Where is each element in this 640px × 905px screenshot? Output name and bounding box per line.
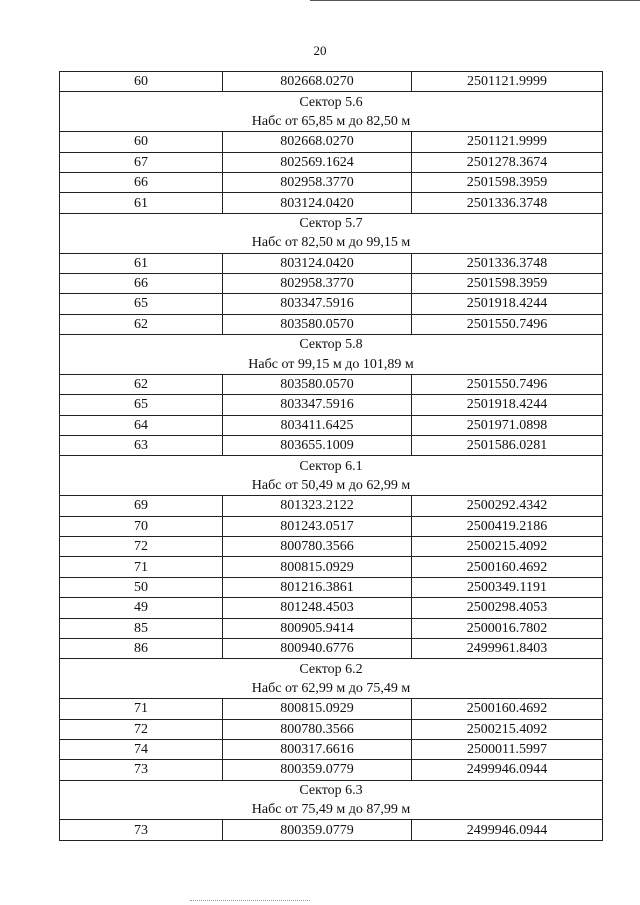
table-row xyxy=(60,172,603,192)
x-coordinate-cell: 803124.0420 xyxy=(223,193,412,213)
y-coordinate-cell: 2500016.7802 xyxy=(412,618,603,638)
y-coordinate-cell: 2501550.7496 xyxy=(412,314,603,334)
table-row xyxy=(60,496,603,516)
sector-height-range-row xyxy=(60,112,603,132)
table-row xyxy=(60,294,603,314)
point-cell: 66 xyxy=(60,172,223,192)
x-coordinate-cell: 800780.3566 xyxy=(223,536,412,556)
table-row xyxy=(60,516,603,536)
point-cell: 85 xyxy=(60,618,223,638)
sector-height-range: Набс от 50,49 м до 62,99 м xyxy=(60,476,603,496)
page-number: 20 xyxy=(313,43,327,58)
table-row xyxy=(60,577,603,597)
sector-title: Сектор 6.2 xyxy=(60,659,603,679)
point-cell: 65 xyxy=(60,395,223,415)
point-cell: 71 xyxy=(60,699,223,719)
y-coordinate-cell: 2501336.3748 xyxy=(412,193,603,213)
y-coordinate-cell: 2501550.7496 xyxy=(412,374,603,394)
x-coordinate-cell: 802958.3770 xyxy=(223,172,412,192)
y-coordinate-cell: 2500419.2186 xyxy=(412,516,603,536)
scan-top-edge xyxy=(310,0,640,1)
point-cell: 72 xyxy=(60,536,223,556)
point-cell: 64 xyxy=(60,415,223,435)
point-cell: 60 xyxy=(60,72,223,92)
y-coordinate-cell: 2500215.4092 xyxy=(412,536,603,556)
x-coordinate-cell: 803580.0570 xyxy=(223,314,412,334)
point-cell: 49 xyxy=(60,598,223,618)
x-coordinate-cell: 800359.0779 xyxy=(223,760,412,780)
y-coordinate-cell: 2500215.4092 xyxy=(412,719,603,739)
point-cell: 73 xyxy=(60,760,223,780)
x-coordinate-cell: 800905.9414 xyxy=(223,618,412,638)
point-cell: 69 xyxy=(60,496,223,516)
y-coordinate-cell: 2501598.3959 xyxy=(412,273,603,293)
y-coordinate-cell: 2501121.9999 xyxy=(412,72,603,92)
point-cell: 50 xyxy=(60,577,223,597)
x-coordinate-cell: 803411.6425 xyxy=(223,415,412,435)
sector-title: Сектор 5.6 xyxy=(60,92,603,112)
sector-height-range: Набс от 65,85 м до 82,50 м xyxy=(60,112,603,132)
table-row xyxy=(60,314,603,334)
table-row xyxy=(60,273,603,293)
sector-height-range: Набс от 82,50 м до 99,15 м xyxy=(60,233,603,253)
sector-height-range-row xyxy=(60,476,603,496)
x-coordinate-cell: 800317.6616 xyxy=(223,739,412,759)
x-coordinate-cell: 803655.1009 xyxy=(223,436,412,456)
point-cell: 61 xyxy=(60,193,223,213)
point-cell: 60 xyxy=(60,132,223,152)
y-coordinate-cell: 2501278.3674 xyxy=(412,152,603,172)
y-coordinate-cell: 2499946.0944 xyxy=(412,760,603,780)
point-cell: 62 xyxy=(60,374,223,394)
coordinates-table-body xyxy=(60,72,603,841)
table-row xyxy=(60,598,603,618)
y-coordinate-cell: 2501918.4244 xyxy=(412,294,603,314)
sector-title: Сектор 6.1 xyxy=(60,456,603,476)
table-row xyxy=(60,72,603,92)
y-coordinate-cell: 2501121.9999 xyxy=(412,132,603,152)
point-cell: 65 xyxy=(60,294,223,314)
x-coordinate-cell: 802668.0270 xyxy=(223,72,412,92)
table-row xyxy=(60,739,603,759)
x-coordinate-cell: 803347.5916 xyxy=(223,294,412,314)
table-row xyxy=(60,415,603,435)
y-coordinate-cell: 2500298.4053 xyxy=(412,598,603,618)
table-row xyxy=(60,536,603,556)
table-row xyxy=(60,760,603,780)
point-cell: 71 xyxy=(60,557,223,577)
sector-height-range-row xyxy=(60,800,603,820)
table-row xyxy=(60,395,603,415)
x-coordinate-cell: 802668.0270 xyxy=(223,132,412,152)
y-coordinate-cell: 2501336.3748 xyxy=(412,253,603,273)
scan-bottom-edge xyxy=(190,900,310,901)
y-coordinate-cell: 2500349.1191 xyxy=(412,577,603,597)
sector-title-row xyxy=(60,456,603,476)
sector-height-range: Набс от 62,99 м до 75,49 м xyxy=(60,679,603,699)
table-row xyxy=(60,436,603,456)
point-cell: 62 xyxy=(60,314,223,334)
x-coordinate-cell: 803124.0420 xyxy=(223,253,412,273)
table-row xyxy=(60,618,603,638)
table-row xyxy=(60,374,603,394)
point-cell: 73 xyxy=(60,820,223,840)
y-coordinate-cell: 2499961.8403 xyxy=(412,638,603,658)
table-row xyxy=(60,699,603,719)
sector-title-row xyxy=(60,335,603,355)
x-coordinate-cell: 800815.0929 xyxy=(223,557,412,577)
y-coordinate-cell: 2500011.5997 xyxy=(412,739,603,759)
sector-title-row xyxy=(60,213,603,233)
x-coordinate-cell: 800940.6776 xyxy=(223,638,412,658)
table-row xyxy=(60,193,603,213)
sector-height-range-row xyxy=(60,354,603,374)
sector-title-row xyxy=(60,659,603,679)
sector-height-range-row xyxy=(60,233,603,253)
sector-title: Сектор 6.3 xyxy=(60,780,603,800)
table-row xyxy=(60,719,603,739)
x-coordinate-cell: 800359.0779 xyxy=(223,820,412,840)
x-coordinate-cell: 803347.5916 xyxy=(223,395,412,415)
x-coordinate-cell: 803580.0570 xyxy=(223,374,412,394)
table-row xyxy=(60,820,603,840)
table-row xyxy=(60,132,603,152)
sector-height-range-row xyxy=(60,679,603,699)
point-cell: 66 xyxy=(60,273,223,293)
x-coordinate-cell: 801248.4503 xyxy=(223,598,412,618)
point-cell: 72 xyxy=(60,719,223,739)
point-cell: 74 xyxy=(60,739,223,759)
sector-title-row xyxy=(60,92,603,112)
x-coordinate-cell: 800780.3566 xyxy=(223,719,412,739)
x-coordinate-cell: 800815.0929 xyxy=(223,699,412,719)
table-row xyxy=(60,557,603,577)
y-coordinate-cell: 2500160.4692 xyxy=(412,557,603,577)
y-coordinate-cell: 2500292.4342 xyxy=(412,496,603,516)
point-cell: 70 xyxy=(60,516,223,536)
sector-title-row xyxy=(60,780,603,800)
x-coordinate-cell: 801216.3861 xyxy=(223,577,412,597)
table-row xyxy=(60,638,603,658)
y-coordinate-cell: 2499946.0944 xyxy=(412,820,603,840)
table-row xyxy=(60,253,603,273)
sector-title: Сектор 5.7 xyxy=(60,213,603,233)
sector-title: Сектор 5.8 xyxy=(60,335,603,355)
point-cell: 86 xyxy=(60,638,223,658)
x-coordinate-cell: 801243.0517 xyxy=(223,516,412,536)
x-coordinate-cell: 802958.3770 xyxy=(223,273,412,293)
y-coordinate-cell: 2501598.3959 xyxy=(412,172,603,192)
x-coordinate-cell: 801323.2122 xyxy=(223,496,412,516)
y-coordinate-cell: 2501586.0281 xyxy=(412,436,603,456)
coordinates-table xyxy=(59,71,603,841)
y-coordinate-cell: 2501918.4244 xyxy=(412,395,603,415)
sector-height-range: Набс от 75,49 м до 87,99 м xyxy=(60,800,603,820)
x-coordinate-cell: 802569.1624 xyxy=(223,152,412,172)
point-cell: 63 xyxy=(60,436,223,456)
point-cell: 67 xyxy=(60,152,223,172)
table-row xyxy=(60,152,603,172)
sector-height-range: Набс от 99,15 м до 101,89 м xyxy=(60,354,603,374)
y-coordinate-cell: 2501971.0898 xyxy=(412,415,603,435)
point-cell: 61 xyxy=(60,253,223,273)
y-coordinate-cell: 2500160.4692 xyxy=(412,699,603,719)
